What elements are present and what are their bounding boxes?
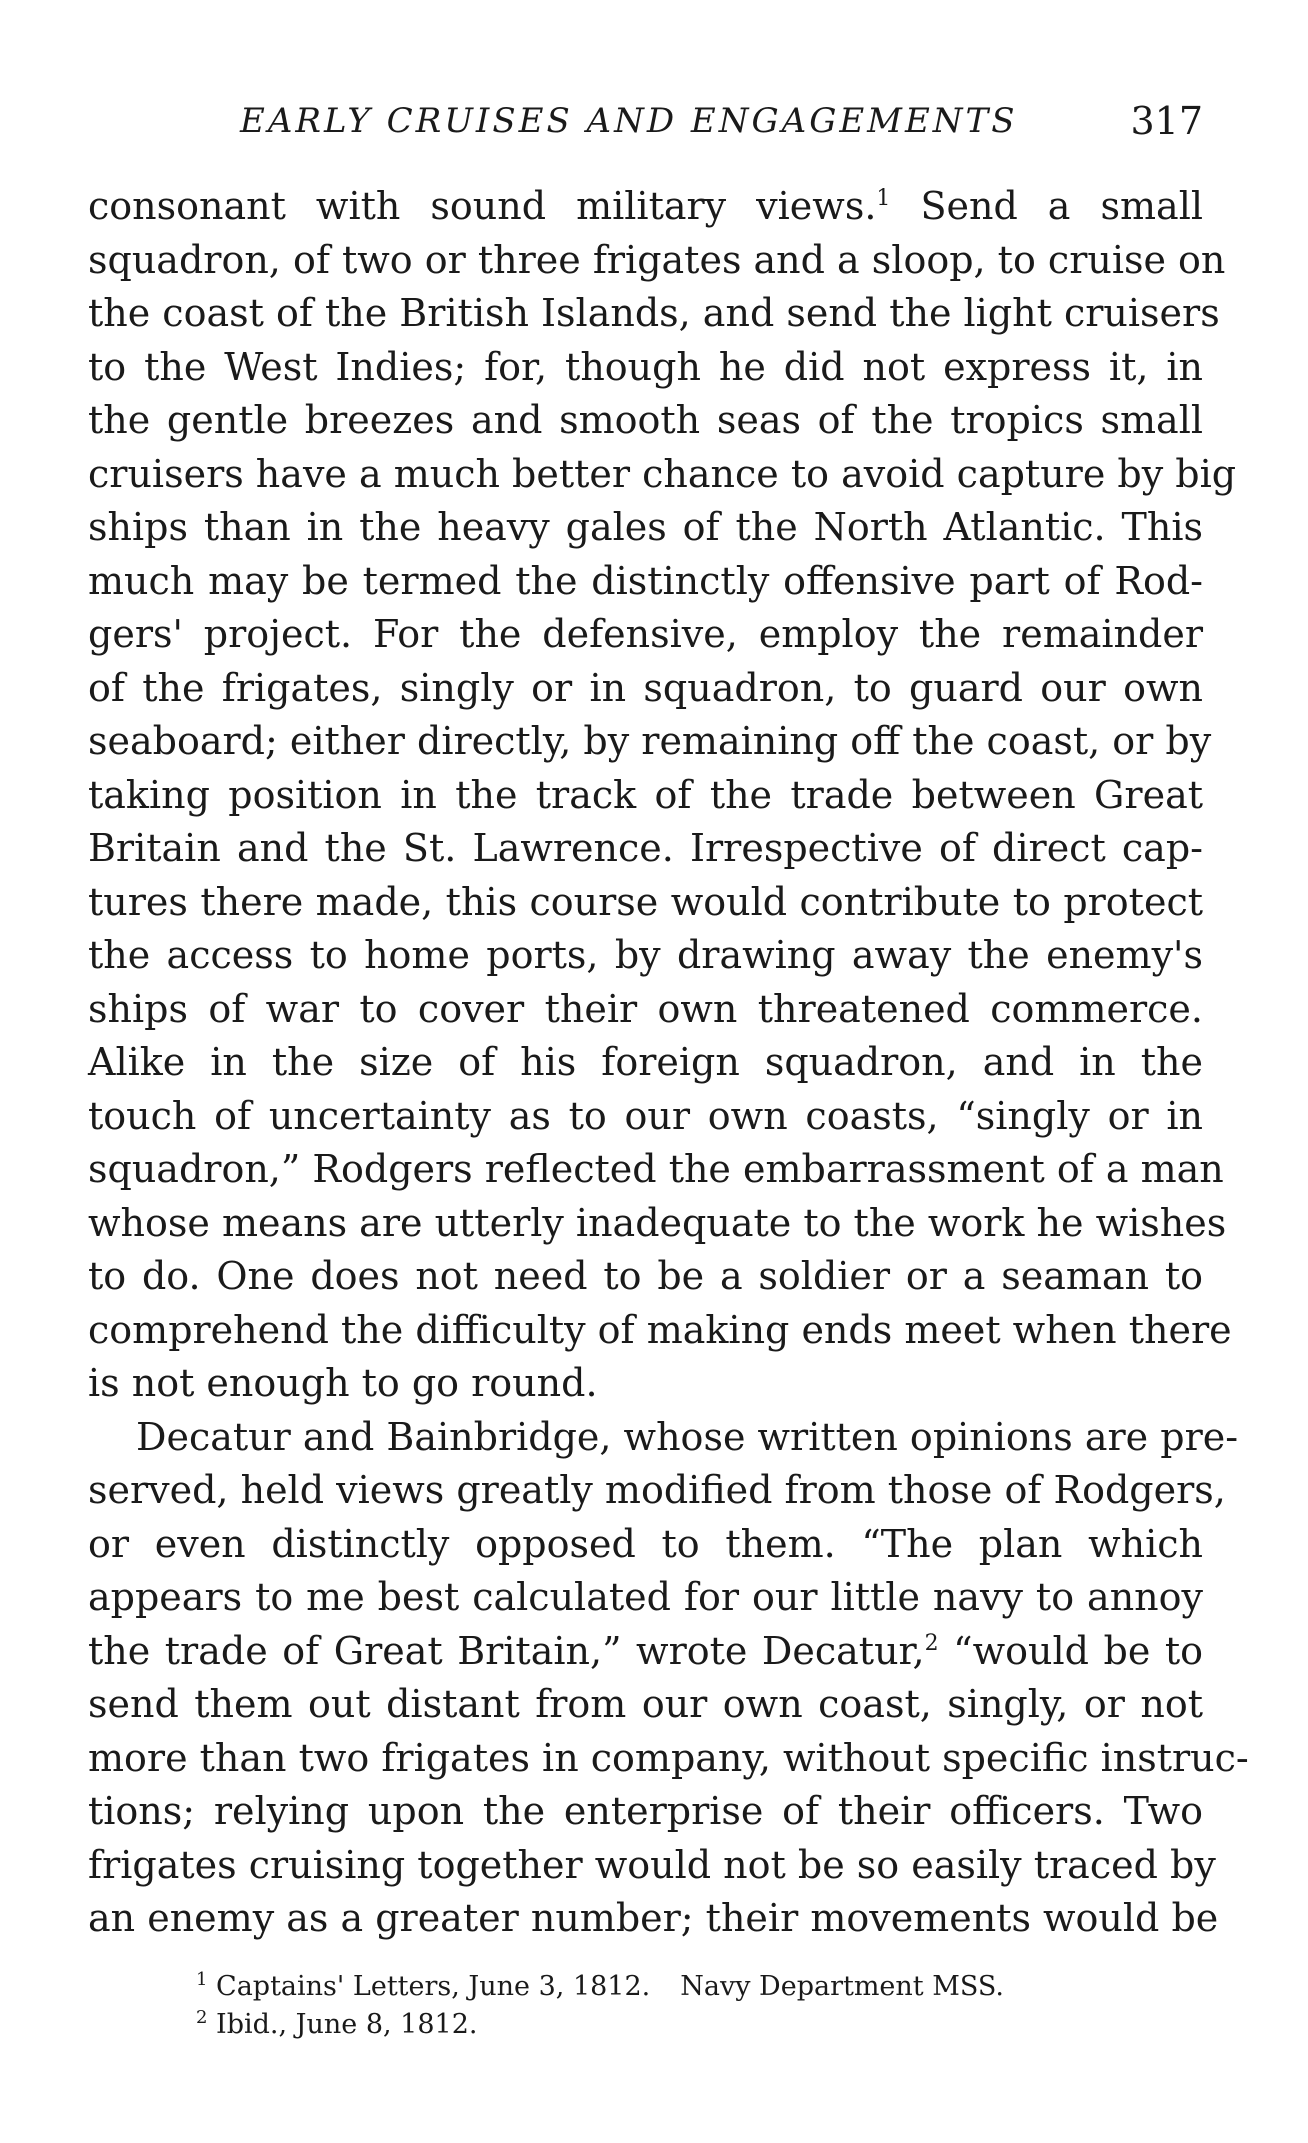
footnote-ref: 1 xyxy=(876,186,891,211)
footnote: $^1$ Captains' Letters, June 3, 1812. Navy Department MSS. xyxy=(196,1969,1005,2002)
text-line: gers' project. For the defensive, employ the remainder xyxy=(88,612,1203,656)
text-line: much may be termed the distinctly offensive part of Rod- xyxy=(88,558,1203,603)
text-line: frigates cruising together would not be so easily traced by xyxy=(88,1842,1216,1887)
text-line: taking position in the track of the trade between Great xyxy=(88,772,1203,817)
text-line: the access to home ports, by drawing away the enemy's xyxy=(88,933,1203,977)
text-line: tions; relying upon the enterprise of their officers. Two xyxy=(88,1789,1203,1833)
text-line: comprehend the difficulty of making ends meet when there xyxy=(88,1307,1232,1352)
text-line: to do. One does not need to be a soldier or a seaman to xyxy=(88,1254,1203,1298)
text-line: cruisers have a much better chance to avoid capture by big xyxy=(88,451,1237,496)
text-line: Alike in the size of his foreign squadron, and in the xyxy=(88,1040,1203,1084)
text-line: tures there made, this course would contribute to protect xyxy=(88,879,1203,924)
body-text xyxy=(88,180,1249,1946)
text-line: of the frigates, singly or in squadron, to guard our own xyxy=(88,665,1203,710)
running-title: EARLY CRUISES AND ENGAGEMENTS xyxy=(240,101,1018,141)
text-line: the trade of Great Britain,” wrote Decatur,$^2$ “would be to xyxy=(88,1628,1204,1673)
text-line: seaboard; either directly, by remaining off the coast, or by xyxy=(88,719,1212,763)
text-line: the gentle breezes and smooth seas of the tropics small xyxy=(88,398,1203,442)
text-line: the coast of the British Islands, and send the light cruisers xyxy=(88,291,1220,335)
footnote: $^2$ Ibid., June 8, 1812. xyxy=(196,2007,478,2040)
text-line: touch of uncertainty as to our own coasts, “singly or in xyxy=(88,1093,1203,1138)
text-line: appears to me best calculated for our little navy to annoy xyxy=(88,1575,1203,1619)
text-line: send them out distant from our own coast, singly, or not xyxy=(88,1682,1203,1726)
footnote-marker: 2 xyxy=(196,2007,208,2028)
text-line: consonant with sound military views.$^1$ Send a small xyxy=(88,184,1204,228)
text-line: to the West Indies; for, though he did not express it, in xyxy=(88,344,1203,389)
text-line: whose means are utterly inadequate to the work he wishes xyxy=(88,1200,1227,1245)
text-line: ships of war to cover their own threatened commerce. xyxy=(88,986,1203,1031)
text-line: an enemy as a greater number; their movements would be xyxy=(88,1896,1219,1940)
footnote-ref: 2 xyxy=(924,1630,939,1656)
page-number: 317 xyxy=(1130,99,1203,143)
running-head xyxy=(88,96,1203,146)
text-line: or even distinctly opposed to them. “The plan which xyxy=(88,1521,1203,1566)
footnotes xyxy=(196,1968,1196,2044)
text-line: is not enough to go round. xyxy=(88,1361,598,1405)
text-line: Decatur and Bainbridge, whose written opinions are pre- xyxy=(136,1414,1239,1459)
text-line: served, held views greatly modified from those of Rodgers, xyxy=(88,1468,1226,1512)
footnote-marker: 1 xyxy=(196,1969,208,1990)
text-line: squadron,” Rodgers reflected the embarrassment of a man xyxy=(88,1147,1224,1191)
text-line: squadron, of two or three frigates and a sloop, to cruise on xyxy=(88,237,1226,282)
text-line: more than two frigates in company, without specific instruc- xyxy=(88,1735,1249,1780)
text-line: ships than in the heavy gales of the North Atlantic. This xyxy=(88,505,1203,549)
text-line: Britain and the St. Lawrence. Irrespective of direct cap- xyxy=(88,826,1203,870)
